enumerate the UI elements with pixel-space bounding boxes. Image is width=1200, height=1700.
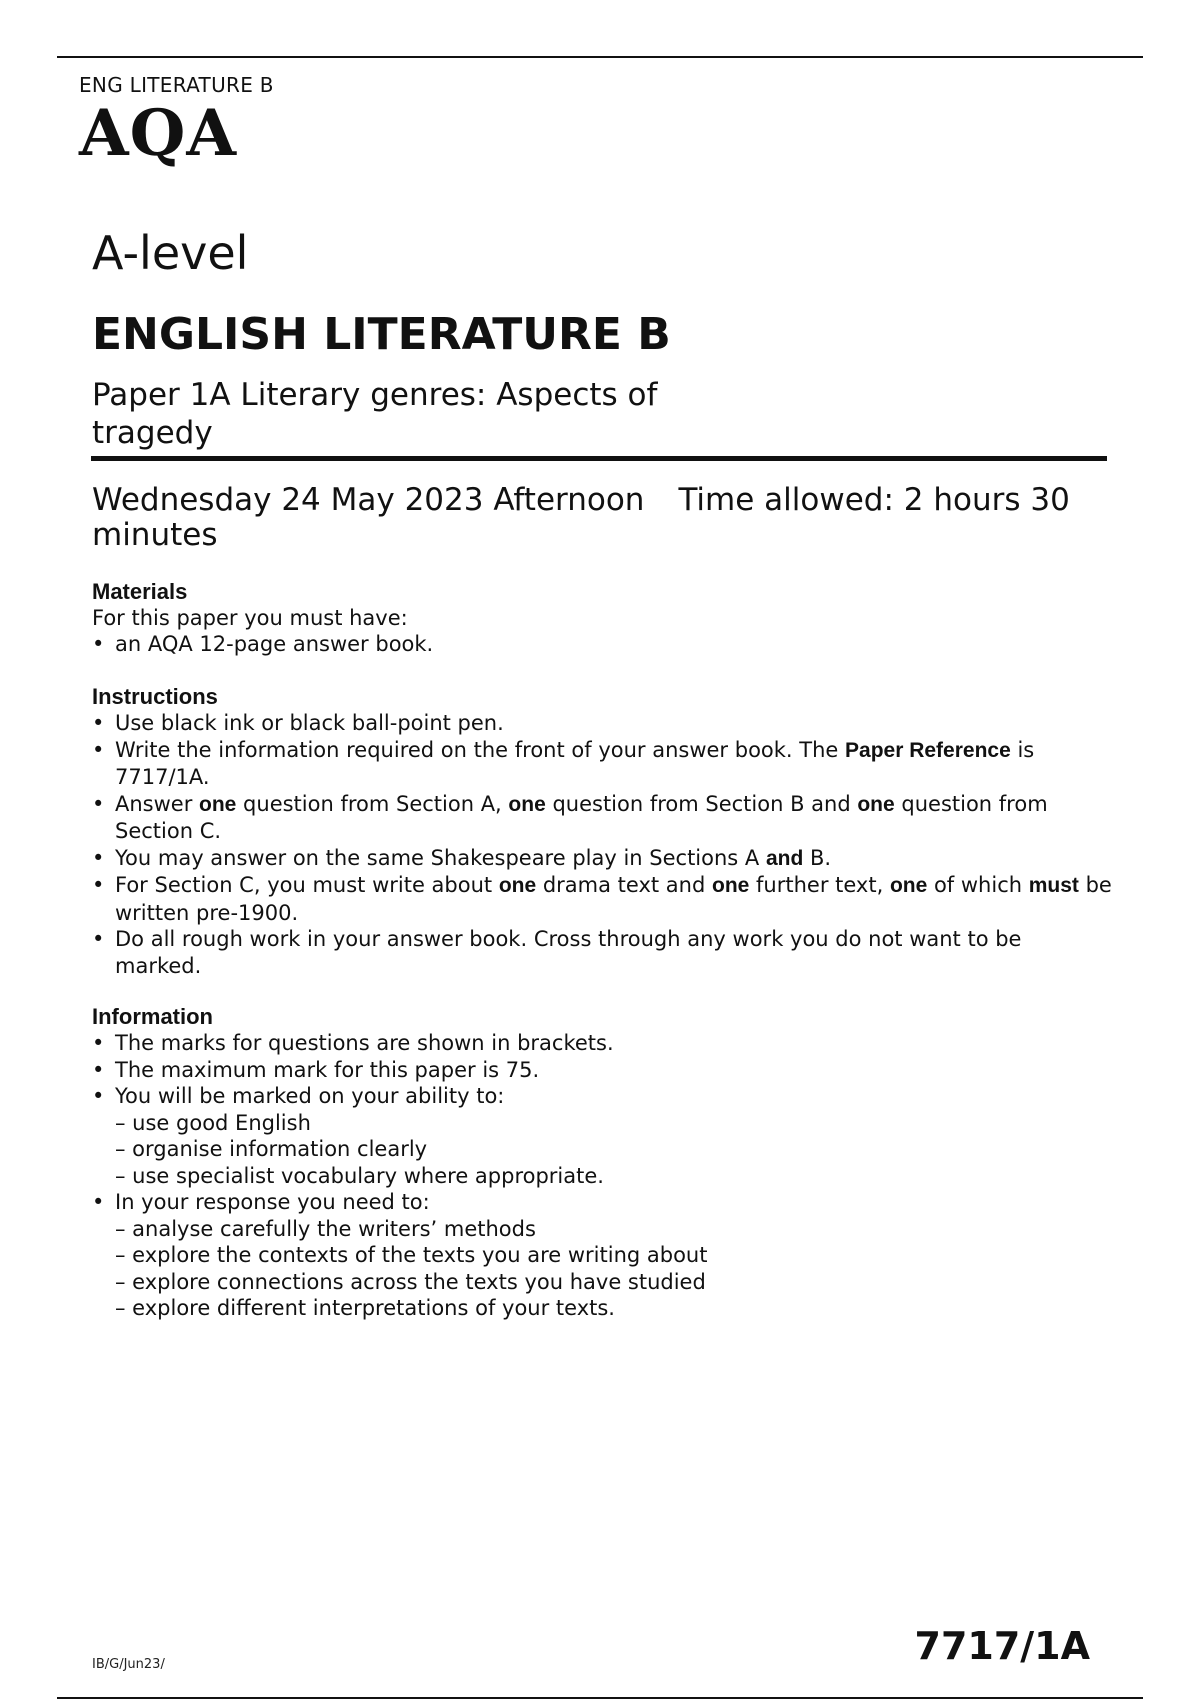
materials-item: • an AQA 12-page answer book. (92, 631, 1112, 658)
instruction-emphasis: one (199, 792, 237, 816)
instruction-text: be written pre-1900. (115, 873, 1112, 925)
information-item: • In your response you need to: (92, 1189, 1112, 1216)
information-subitem: – use specialist vocabulary where appropriate. (115, 1163, 604, 1188)
exam-date-line (92, 483, 1092, 553)
instruction-item (92, 872, 1112, 926)
instruction-text: You may answer on the same Shakespeare play in Sections A (115, 845, 766, 870)
instruction-text: drama text and (536, 873, 712, 897)
paper-code: 7717/1A (914, 1624, 1090, 1668)
exam-date: Wednesday 24 May 2023 Afternoon (92, 482, 645, 518)
instruction-text: is 7717/1A. (115, 737, 1035, 789)
instruction-item (92, 737, 1112, 791)
title-rule (91, 456, 1107, 461)
materials-heading: Materials (92, 579, 188, 604)
information-subitem: – explore different interpretations of your texts. (115, 1296, 615, 1320)
instruction-item (92, 710, 1112, 737)
instruction-emphasis: must (1028, 874, 1079, 897)
instruction-item (92, 926, 1112, 979)
instruction-item (92, 845, 1112, 873)
information-subitem: – explore the contexts of the texts you are writing about (115, 1243, 708, 1267)
instruction-text: Write the information required on the front of your answer book. The (115, 737, 846, 762)
materials-section (92, 578, 1112, 658)
instruction-emphasis: one (857, 792, 895, 816)
time-allowed: Time allowed: 2 hours 30 minutes (92, 482, 1070, 553)
materials-list (92, 631, 1112, 658)
instructions-heading: Instructions (92, 684, 218, 709)
information-section (92, 1003, 1112, 1322)
information-subitem: – analyse carefully the writers’ methods (115, 1216, 536, 1241)
materials-intro: For this paper you must have: (92, 606, 408, 630)
information-heading: Information (92, 1004, 213, 1029)
instruction-text: Use black ink or black ball-point pen. (115, 711, 504, 735)
instruction-text: of which (927, 873, 1029, 897)
instruction-text: question from Section B and (545, 791, 858, 816)
instruction-text: Answer (115, 791, 200, 816)
information-subitem: – organise information clearly (115, 1137, 428, 1161)
subject-title: ENGLISH LITERATURE B (92, 309, 671, 360)
instructions-section (92, 683, 1112, 979)
information-item: • The maximum mark for this paper is 75. (92, 1057, 1112, 1084)
bottom-rule (57, 1697, 1143, 1699)
instruction-text: Do all rough work in your answer book. Cross through any work you do not want to be marked. (115, 927, 1022, 978)
instruction-emphasis: one (889, 874, 928, 897)
instructions-list (92, 710, 1112, 979)
instruction-text: question from Section C. (115, 791, 1048, 843)
information-list (92, 1030, 1112, 1322)
header-label: ENG LITERATURE B (79, 73, 274, 97)
instruction-emphasis: one (498, 874, 537, 897)
instruction-text: For Section C, you must write about (115, 873, 499, 897)
instruction-emphasis: one (508, 792, 546, 816)
instruction-text: question from Section A, (236, 791, 509, 816)
instruction-item (92, 791, 1112, 845)
instruction-emphasis: one (712, 874, 750, 897)
qualification-level: A-level (92, 226, 249, 280)
instruction-text: B. (803, 845, 832, 870)
instruction-emphasis: Paper Reference (845, 738, 1011, 762)
paper-title: Paper 1A Literary genres: Aspects of tragedy (92, 377, 658, 451)
instruction-text: further text, (749, 873, 890, 897)
information-subitem: – explore connections across the texts you have studied (115, 1269, 706, 1294)
information-item: • The marks for questions are shown in brackets. (92, 1030, 1112, 1057)
information-item: • You will be marked on your ability to: (92, 1083, 1112, 1110)
instruction-emphasis: and (765, 846, 804, 870)
aqa-logo: AQA (79, 96, 238, 171)
footer-reference: IB/G/Jun23/ (92, 1657, 165, 1672)
top-rule (57, 56, 1143, 58)
information-subitem: – use good English (115, 1110, 311, 1135)
